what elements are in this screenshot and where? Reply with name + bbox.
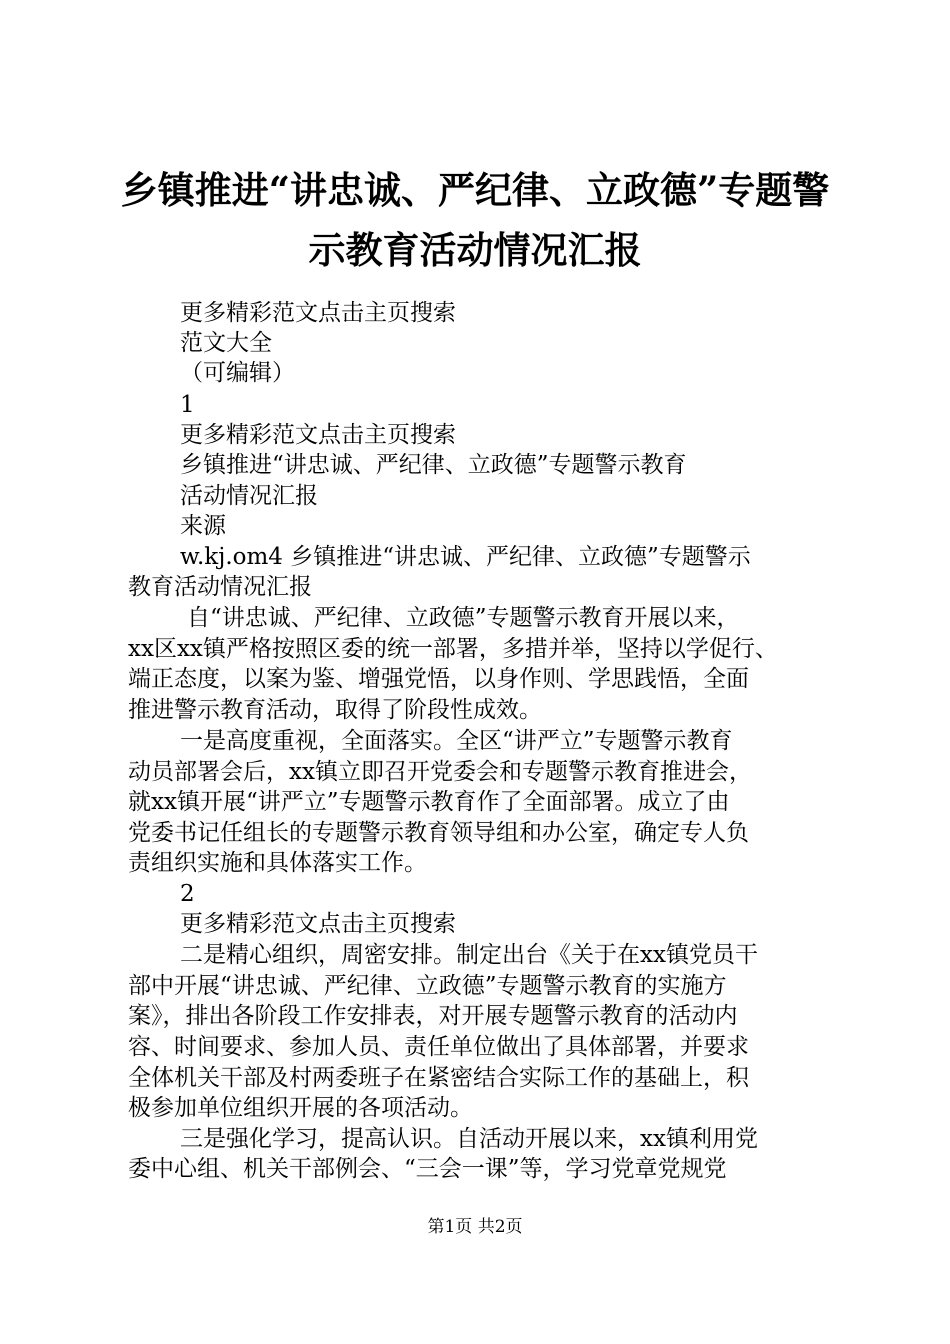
paragraph-line: 就xx镇开展“讲严立”专题警示教育作了全面部署。成立了由 [128,789,730,815]
paragraph-line: 端正态度，以案为鉴、增强党悟，以身作则、学思践悟，全面 [128,666,749,692]
paragraph-line: 推进警示教育活动，取得了阶段性成效。 [128,697,542,723]
document-title-line-2: 示教育活动情况汇报 [308,228,642,272]
paragraph-line: 部中开展“讲忠诚、严纪律、立政德”专题警示教育的实施方 [128,973,727,999]
paragraph-line: xx区xx镇严格按照区委的统一部署，多措并举，坚持以学促行、 [128,636,778,662]
paragraph-line: 一是高度重视，全面落实。全区“讲严立”专题警示教育 [180,728,733,754]
paragraph-line: 动员部署会后，xx镇立即召开党委会和专题警示教育推进会， [128,759,752,785]
paragraph-line: 自“讲忠诚、严纪律、立政德”专题警示教育开展以来， [187,605,740,631]
paragraph-line: 二是精心组织，周密安排。制定出台《关于在xx镇党员干 [180,942,758,968]
source-line: w.kj.om4 乡镇推进“讲忠诚、严纪律、立政德”专题警示 [180,544,751,570]
paragraph-line: 党委书记任组长的专题警示教育领导组和办公室，确定专人负 [128,820,749,846]
page-marker: 1 [180,392,195,418]
paragraph-line: 全体机关干部及村两委班子在紧密结合实际工作的基础上，积 [128,1065,749,1091]
page-footer: 第1页 共2页 [427,1217,523,1237]
paragraph-line: 案》，排出各阶段工作安排表，对开展专题警示教育的活动内 [128,1003,738,1029]
header-line: 更多精彩范文点击主页搜索 [180,422,456,448]
header-line: （可编辑） [180,360,295,386]
header-line: 更多精彩范文点击主页搜索 [180,300,456,326]
page-marker: 2 [180,881,195,907]
source-line: 教育活动情况汇报 [128,574,312,600]
header-line: 更多精彩范文点击主页搜索 [180,911,456,937]
document-title-line-1: 乡镇推进“讲忠诚、严纪律、立政德”专题警 [120,168,830,212]
header-line: 活动情况汇报 [180,483,318,509]
header-line: 来源 [180,513,226,539]
paragraph-line: 委中心组、机关干部例会、“三会一课”等，学习党章党规党 [128,1156,727,1182]
paragraph-line: 极参加单位组织开展的各项活动。 [128,1095,473,1121]
header-line: 乡镇推进“讲忠诚、严纪律、立政德”专题警示教育 [180,452,687,478]
header-line: 范文大全 [180,330,272,356]
paragraph-line: 三是强化学习，提高认识。自活动开展以来，xx镇利用党 [180,1126,758,1152]
paragraph-line: 容、时间要求、参加人员、责任单位做出了具体部署，并要求 [128,1034,749,1060]
paragraph-line: 责组织实施和具体落实工作。 [128,850,427,876]
